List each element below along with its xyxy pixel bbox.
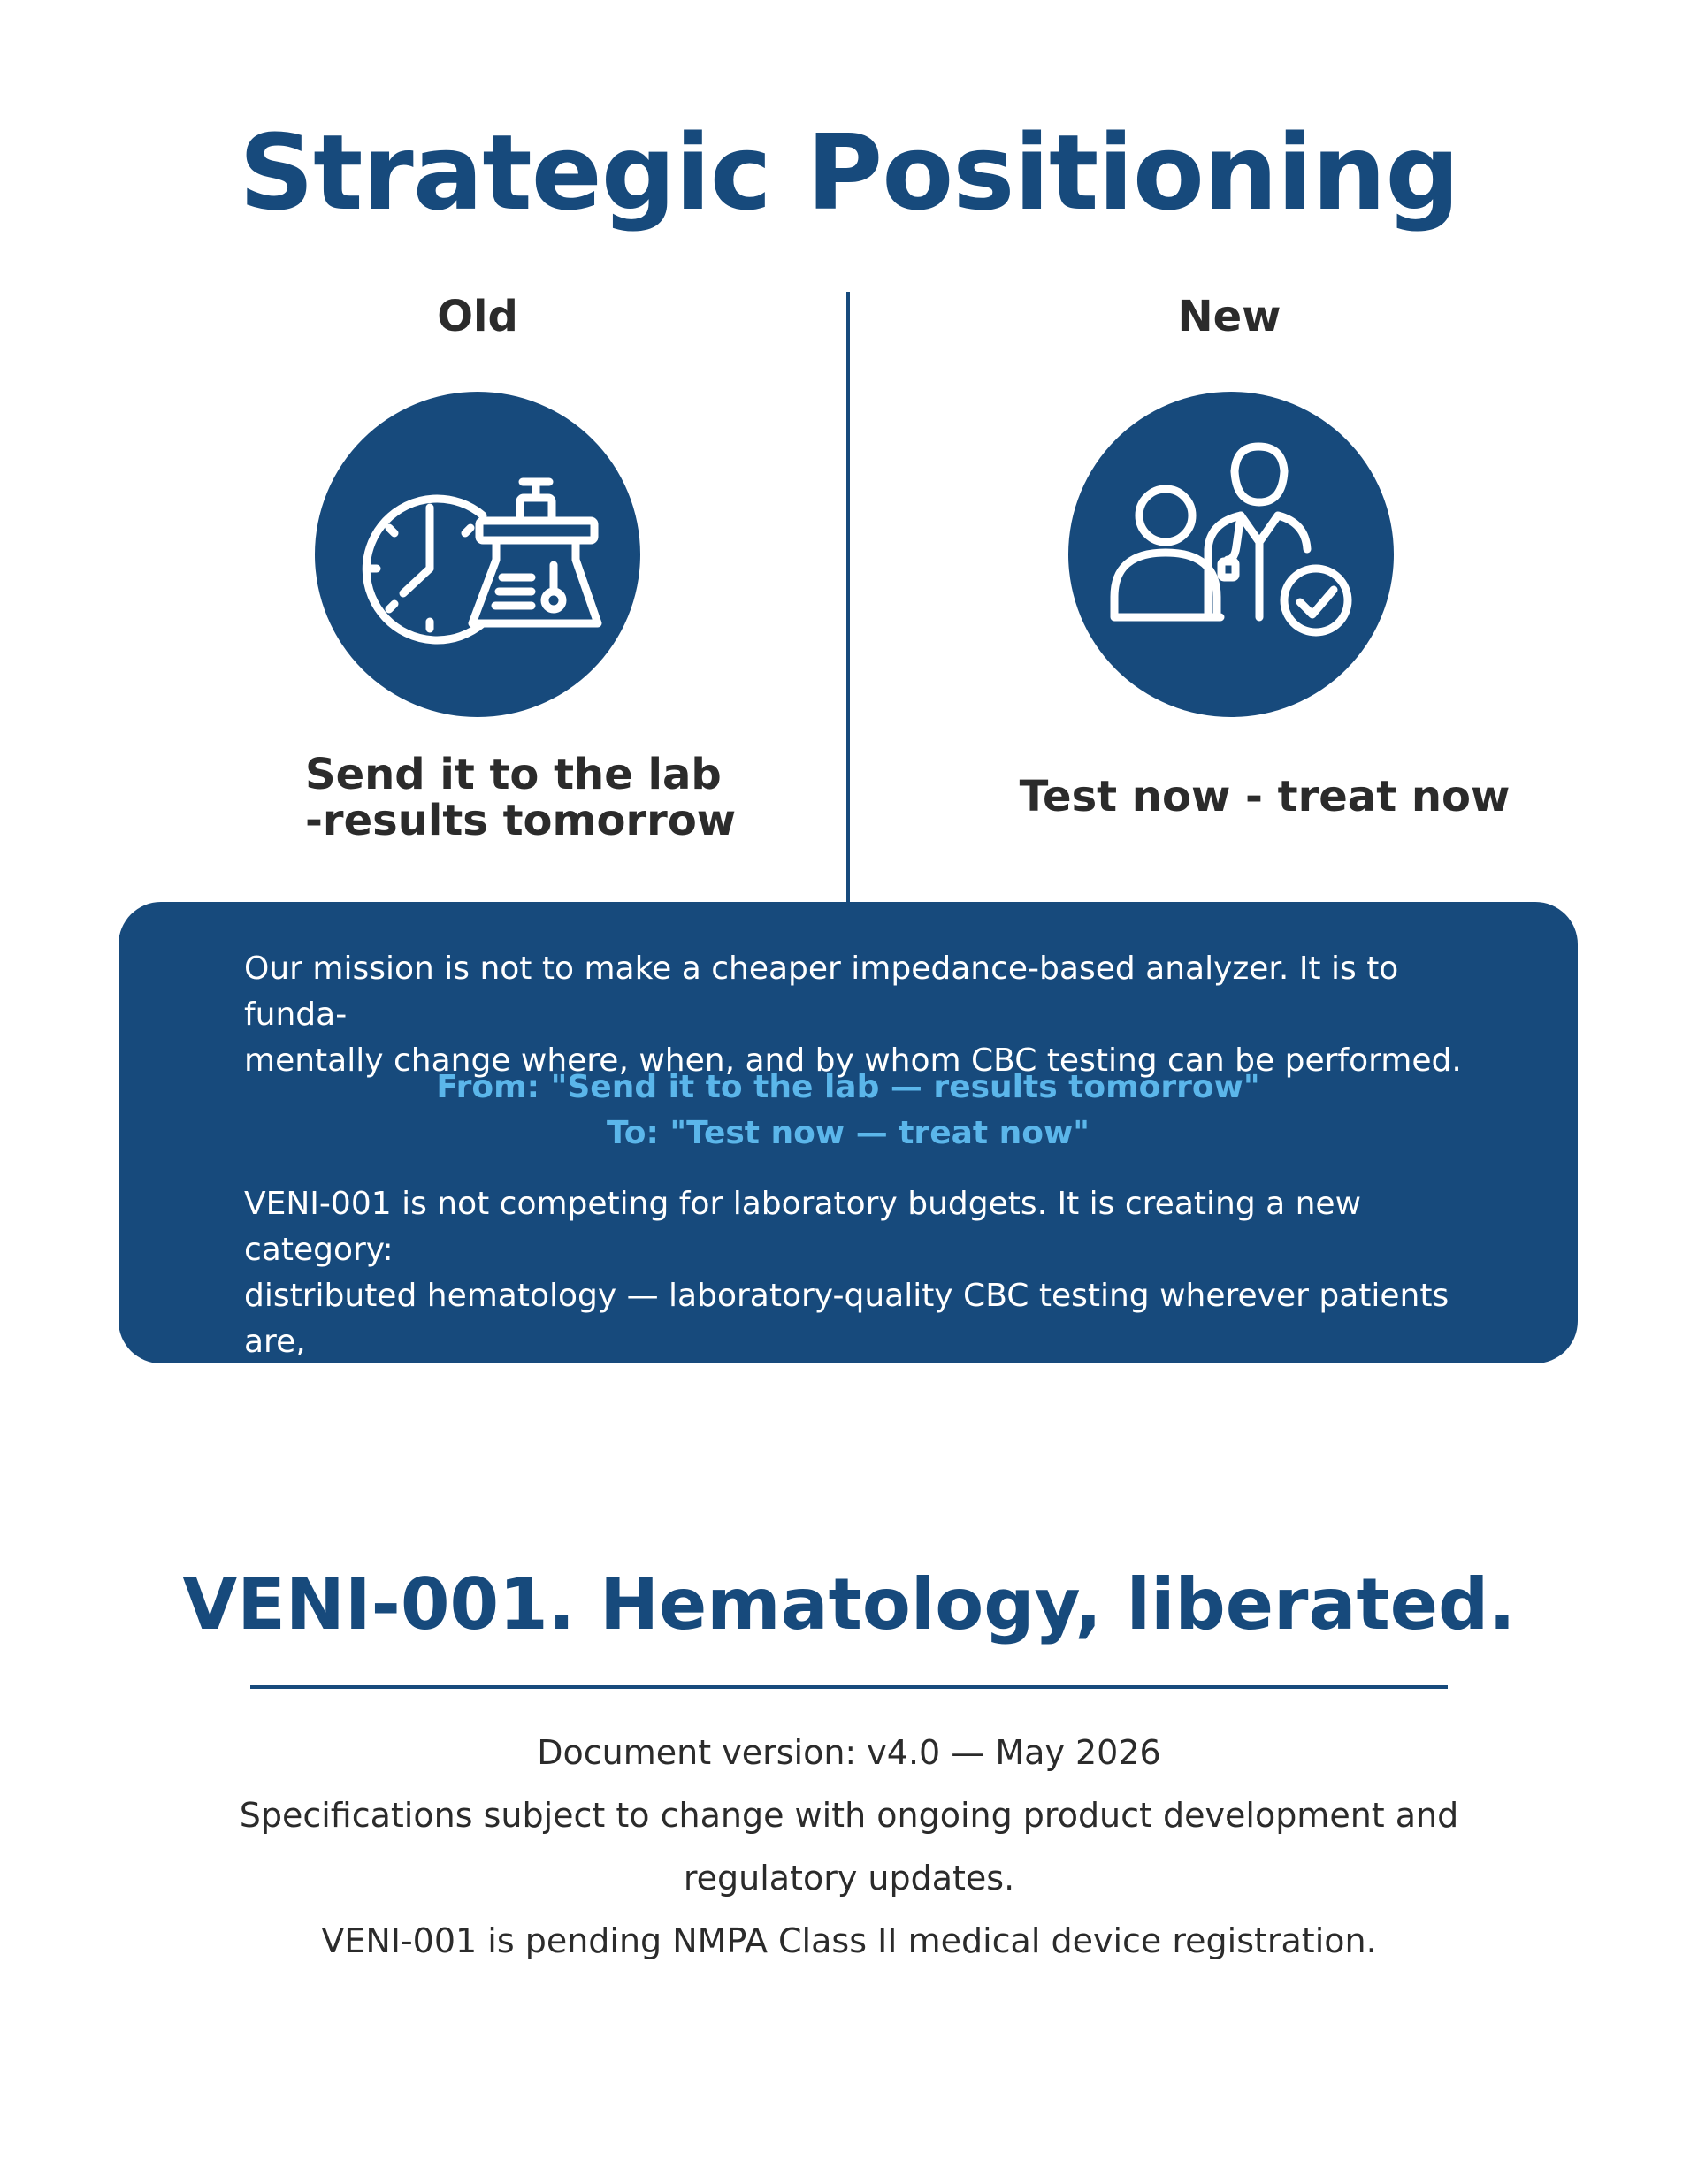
new-heading: New	[1177, 292, 1281, 341]
from-statement: From: "Send it to the lab — results tomorrow"	[436, 1069, 1260, 1105]
mission-paragraph	[244, 946, 1465, 1084]
category-line: distributed hematology — laboratory-quality CBC testing wherever patients are,	[244, 1278, 1449, 1360]
old-caption	[305, 752, 765, 844]
tagline-underline	[250, 1685, 1448, 1689]
disclaimer-line: regulatory updates.	[683, 1859, 1015, 1898]
mission-line: Our mission is not to make a cheaper impedance-based analyzer. It is to funda-	[244, 951, 1399, 1033]
category-line: when ever clinical decisions need to be made.	[244, 1370, 983, 1406]
to-statement: To: "Test now — treat now"	[606, 1115, 1090, 1151]
category-line: VENI-001 is not competing for laboratory budgets. It is creating a new category:	[244, 1186, 1362, 1268]
old-caption-line2: -results tomorrow	[305, 796, 737, 845]
category-paragraph	[244, 1181, 1465, 1411]
old-heading: Old	[437, 292, 518, 341]
patient-doctor-check-icon	[1068, 392, 1394, 717]
page-title: Strategic Positioning	[239, 111, 1459, 233]
clock-and-lab-flask-icon	[315, 392, 640, 717]
column-divider	[846, 292, 850, 902]
old-caption-line1: Send it to the lab	[305, 750, 722, 799]
new-caption: Test now - treat now	[1019, 772, 1511, 821]
document-version: Document version: v4.0 — May 2026	[537, 1733, 1161, 1772]
tagline: VENI-001. Hematology, liberated.	[182, 1563, 1516, 1646]
disclaimer-line: Specifications subject to change with ongoing product development and	[239, 1796, 1459, 1835]
registration-note: VENI-001 is pending NMPA Class II medical device registration.	[321, 1921, 1377, 1960]
mission-line: mentally change where, when, and by whom CBC testing can be performed.	[244, 1042, 1462, 1079]
mission-box	[119, 902, 1578, 1406]
